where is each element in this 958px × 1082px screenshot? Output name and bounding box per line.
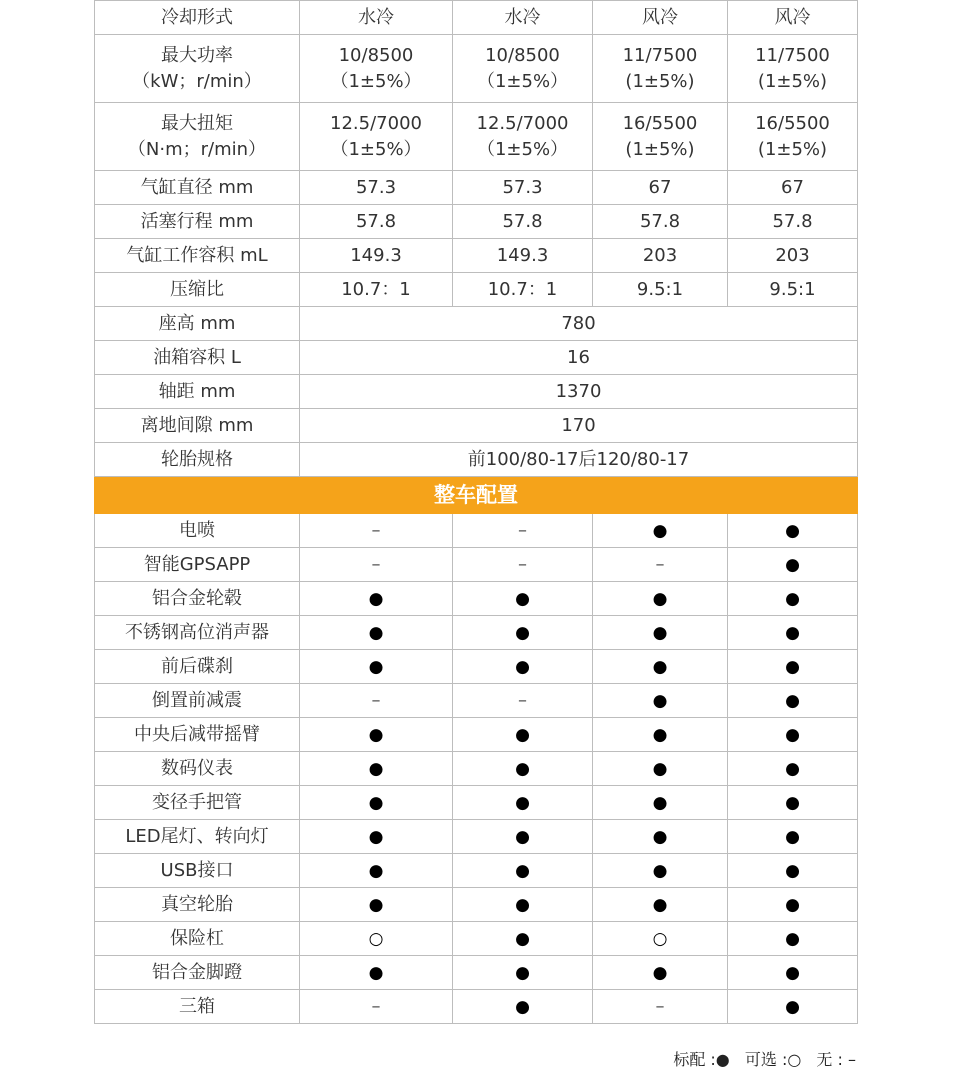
legend [663, 1047, 856, 1070]
standard-dot-icon: ● [593, 888, 728, 922]
standard-dot-icon: ● [728, 684, 858, 718]
table-row [95, 582, 858, 616]
row-label-text: 气缸直径 mm [140, 176, 254, 198]
row-label-text: 活塞行程 mm [140, 210, 254, 232]
spec-value-text: 203 [642, 244, 678, 266]
none-dash: – [593, 548, 728, 582]
standard-dot-icon: ● [453, 616, 593, 650]
spec-value [728, 103, 858, 171]
standard-dot-icon: ● [728, 752, 858, 786]
standard-dot-icon: ● [300, 616, 453, 650]
spec-value [593, 273, 728, 307]
row-label [95, 1, 300, 35]
spec-value [593, 205, 728, 239]
row-label: 轴距 mm [95, 375, 300, 409]
spec-value-text: 11/7500 [755, 44, 830, 66]
standard-dot-icon: ● [453, 922, 593, 956]
standard-dot-icon: ● [728, 514, 858, 548]
spec-value [300, 35, 453, 103]
spec-value-text: 9.5:1 [636, 278, 684, 300]
optional-circle-icon: ○ [593, 922, 728, 956]
row-label [95, 273, 300, 307]
spec-value-text: 水冷 [358, 6, 394, 28]
spec-value-tolerance: （1±5%） [476, 70, 569, 92]
spec-value [593, 35, 728, 103]
optional-circle-icon: ○ [300, 922, 453, 956]
standard-dot-icon: ● [453, 752, 593, 786]
none-dash: – [453, 684, 593, 718]
row-label: 真空轮胎 [95, 888, 300, 922]
row-label: 铝合金脚蹬 [95, 956, 300, 990]
table-row [95, 273, 858, 307]
row-label: 轮胎规格 [95, 443, 300, 477]
row-label: 前后碟刹 [95, 650, 300, 684]
row-label-text: 冷却形式 [161, 6, 233, 28]
row-label: 智能GPSAPP [95, 548, 300, 582]
standard-dot-icon: ● [453, 888, 593, 922]
standard-dot-icon: ● [593, 650, 728, 684]
legend-standard: 标配 :● [673, 1050, 730, 1069]
standard-dot-icon: ● [593, 752, 728, 786]
spec-value-text: 57.8 [502, 210, 543, 232]
spec-value [453, 103, 593, 171]
row-label-text: 气缸工作容积 mL [126, 244, 268, 266]
spec-value [300, 171, 453, 205]
spec-value-text: 57.3 [502, 176, 543, 198]
standard-dot-icon: ● [728, 718, 858, 752]
row-label: 电喷 [95, 514, 300, 548]
standard-dot-icon: ● [593, 854, 728, 888]
spec-value-text: 风冷 [774, 6, 811, 28]
row-label: 数码仪表 [95, 752, 300, 786]
row-label: 铝合金轮毂 [95, 582, 300, 616]
row-label: 倒置前减震 [95, 684, 300, 718]
spec-value [453, 273, 593, 307]
table-row [95, 752, 858, 786]
table-row [95, 409, 858, 443]
standard-dot-icon: ● [728, 888, 858, 922]
spec-value [300, 1, 453, 35]
row-label: 离地间隙 mm [95, 409, 300, 443]
table-row [95, 854, 858, 888]
standard-dot-icon: ● [453, 786, 593, 820]
spec-value [300, 205, 453, 239]
spec-value [300, 239, 453, 273]
spec-value-tolerance: （1±5%） [330, 70, 422, 92]
standard-dot-icon: ● [300, 956, 453, 990]
table-row [95, 956, 858, 990]
spec-value-text: 16/5500 [755, 112, 830, 134]
row-label: 保险杠 [95, 922, 300, 956]
spec-value-tolerance: （1±5%） [330, 138, 422, 160]
table-row [95, 990, 858, 1024]
legend-optional: 可选 :○ [744, 1050, 802, 1069]
row-label: 三箱 [95, 990, 300, 1024]
merged-value: 170 [300, 409, 858, 443]
row-label [95, 239, 300, 273]
standard-dot-icon: ● [300, 718, 453, 752]
table-row [95, 171, 858, 205]
spec-value-text: 12.5/7000 [476, 112, 569, 134]
standard-dot-icon: ● [728, 922, 858, 956]
row-label [95, 35, 300, 103]
table-row [95, 307, 858, 341]
standard-dot-icon: ● [728, 650, 858, 684]
table-row [95, 922, 858, 956]
row-label-text: 最大功率 [161, 44, 233, 66]
spec-value-text: 203 [775, 244, 810, 266]
spec-value-text: 11/7500 [622, 44, 698, 66]
spec-value [593, 1, 728, 35]
spec-value-tolerance: (1±5%) [757, 138, 828, 160]
none-dash: – [593, 990, 728, 1024]
standard-dot-icon: ● [453, 990, 593, 1024]
table-row [95, 548, 858, 582]
spec-value-text: 57.8 [355, 210, 397, 232]
table-row [95, 1, 858, 35]
standard-dot-icon: ● [300, 650, 453, 684]
spec-value-text: 57.3 [355, 176, 397, 198]
spec-value [593, 171, 728, 205]
spec-value-text: 10.7：1 [487, 278, 558, 300]
row-label [95, 171, 300, 205]
merged-value: 1370 [300, 375, 858, 409]
standard-dot-icon: ● [728, 956, 858, 990]
spec-value-text: 16/5500 [622, 112, 698, 134]
spec-value-text: 风冷 [642, 6, 678, 28]
spec-value [453, 239, 593, 273]
legend-none: 无 : – [816, 1050, 856, 1069]
none-dash: – [453, 514, 593, 548]
spec-value [728, 171, 858, 205]
merged-value: 780 [300, 307, 858, 341]
spec-value [728, 273, 858, 307]
standard-dot-icon: ● [593, 718, 728, 752]
row-label [95, 205, 300, 239]
row-label-text: 压缩比 [170, 278, 224, 300]
table-row [95, 650, 858, 684]
table-row [95, 514, 858, 548]
table-row [95, 718, 858, 752]
spec-value-tolerance: (1±5%) [757, 70, 828, 92]
none-dash: – [300, 684, 453, 718]
spec-value [300, 273, 453, 307]
spec-value-tolerance: （1±5%） [476, 138, 569, 160]
standard-dot-icon: ● [728, 616, 858, 650]
table-row [95, 205, 858, 239]
spec-value-text: 149.3 [350, 244, 402, 266]
spec-value [453, 171, 593, 205]
table-row [95, 103, 858, 171]
spec-table [94, 0, 858, 1024]
table-row [95, 341, 858, 375]
table-row [95, 888, 858, 922]
standard-dot-icon: ● [300, 888, 453, 922]
table-row [95, 375, 858, 409]
row-label: 不锈钢高位消声器 [95, 616, 300, 650]
spec-value-text: 水冷 [504, 6, 541, 28]
none-dash: – [300, 514, 453, 548]
spec-value [300, 103, 453, 171]
spec-value-text: 10/8500 [485, 44, 560, 66]
standard-dot-icon: ● [300, 582, 453, 616]
row-label-text: 最大扭矩 [161, 112, 233, 134]
section-header-row [95, 477, 858, 514]
spec-value [728, 1, 858, 35]
standard-dot-icon: ● [593, 820, 728, 854]
spec-value-text: 10/8500 [338, 44, 414, 66]
row-label [95, 103, 300, 171]
standard-dot-icon: ● [453, 854, 593, 888]
standard-dot-icon: ● [453, 956, 593, 990]
standard-dot-icon: ● [728, 786, 858, 820]
spec-value [593, 103, 728, 171]
table-row [95, 239, 858, 273]
spec-value-text: 12.5/7000 [330, 112, 422, 134]
none-dash: – [300, 990, 453, 1024]
table-row [95, 616, 858, 650]
spec-value-text: 9.5:1 [769, 278, 816, 300]
row-label: 中央后减带摇臂 [95, 718, 300, 752]
spec-value [728, 205, 858, 239]
spec-value [453, 205, 593, 239]
standard-dot-icon: ● [300, 820, 453, 854]
spec-value-tolerance: (1±5%) [625, 70, 695, 92]
standard-dot-icon: ● [453, 582, 593, 616]
standard-dot-icon: ● [593, 616, 728, 650]
table-row [95, 684, 858, 718]
row-label: 座高 mm [95, 307, 300, 341]
merged-value: 前100/80-17后120/80-17 [300, 443, 858, 477]
spec-value [593, 239, 728, 273]
standard-dot-icon: ● [728, 582, 858, 616]
table-row [95, 786, 858, 820]
table-row [95, 35, 858, 103]
standard-dot-icon: ● [453, 820, 593, 854]
row-label: 油箱容积 L [95, 341, 300, 375]
row-label-unit: （kW；r/min） [132, 70, 262, 92]
standard-dot-icon: ● [300, 752, 453, 786]
table-row [95, 820, 858, 854]
spec-value-tolerance: (1±5%) [625, 138, 695, 160]
spec-value [728, 239, 858, 273]
standard-dot-icon: ● [728, 820, 858, 854]
standard-dot-icon: ● [300, 854, 453, 888]
none-dash: – [453, 548, 593, 582]
standard-dot-icon: ● [593, 514, 728, 548]
standard-dot-icon: ● [593, 786, 728, 820]
row-label-unit: （N·m；r/min） [127, 138, 267, 160]
standard-dot-icon: ● [453, 718, 593, 752]
spec-value-text: 10.7：1 [341, 278, 411, 300]
spec-value-text: 67 [781, 176, 804, 198]
standard-dot-icon: ● [453, 650, 593, 684]
standard-dot-icon: ● [728, 548, 858, 582]
table-row [95, 443, 858, 477]
spec-value-text: 149.3 [496, 244, 549, 266]
spec-value [453, 1, 593, 35]
standard-dot-icon: ● [593, 582, 728, 616]
row-label: 变径手把管 [95, 786, 300, 820]
standard-dot-icon: ● [728, 990, 858, 1024]
none-dash: – [300, 548, 453, 582]
standard-dot-icon: ● [728, 854, 858, 888]
standard-dot-icon: ● [593, 684, 728, 718]
spec-value-text: 57.8 [772, 210, 813, 232]
row-label: LED尾灯、转向灯 [95, 820, 300, 854]
spec-value-text: 57.8 [639, 210, 681, 232]
merged-value: 16 [300, 341, 858, 375]
spec-table-body [95, 1, 858, 1024]
spec-value [728, 35, 858, 103]
spec-value [453, 35, 593, 103]
section-title: 整车配置 [95, 477, 858, 514]
row-label: USB接口 [95, 854, 300, 888]
standard-dot-icon: ● [593, 956, 728, 990]
standard-dot-icon: ● [300, 786, 453, 820]
spec-value-text: 67 [648, 176, 672, 198]
